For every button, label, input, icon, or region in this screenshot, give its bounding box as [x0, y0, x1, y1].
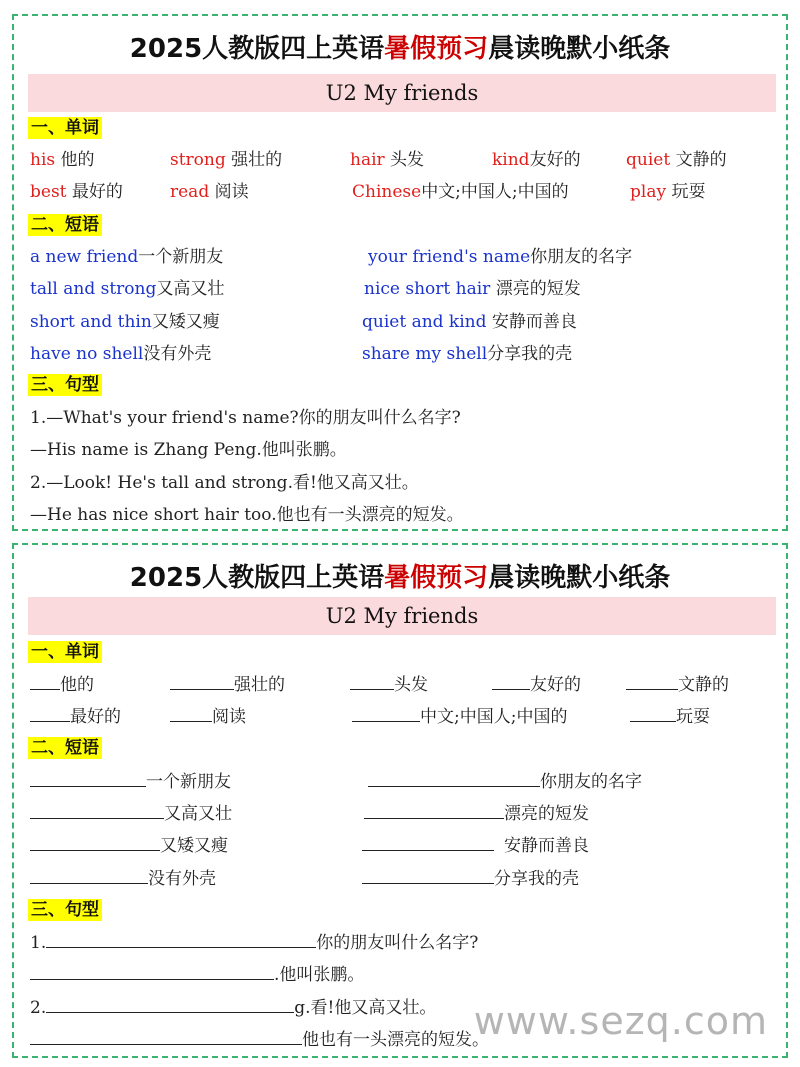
phrase-blank-item — [30, 802, 232, 825]
word-zh: 阅读 — [212, 707, 246, 727]
word-zh: 最好的 — [66, 182, 123, 202]
section-phrases-heading: 二、短语 — [28, 214, 102, 236]
word-blank-item — [630, 705, 710, 728]
word-blank-item — [350, 673, 428, 696]
answer-blank[interactable] — [30, 673, 60, 690]
sentence-line: 2.—Look! He's tall and strong.看!他又高又壮。 — [30, 473, 419, 493]
phrase-blank-item — [30, 770, 231, 793]
answer-blank[interactable] — [630, 705, 676, 722]
word-item — [630, 181, 705, 203]
phrase-zh: 漂亮的短发 — [490, 279, 581, 299]
word-zh: 玩耍 — [666, 182, 706, 202]
section-words-heading: 一、单词 — [28, 117, 102, 139]
answer-blank[interactable] — [30, 963, 274, 980]
word-blank-item — [170, 673, 285, 696]
answer-blank[interactable] — [350, 673, 394, 690]
word-zh: 头发 — [384, 150, 425, 170]
title-text: 2025人教版四上英语 — [129, 563, 385, 593]
word-en: hair — [350, 150, 385, 170]
word-en: Chinese — [352, 182, 422, 202]
section-sentences-heading: 三、句型 — [28, 899, 102, 921]
word-en: kind — [492, 150, 530, 170]
word-item — [350, 149, 424, 171]
word-blank-item — [492, 673, 581, 696]
answer-blank[interactable] — [626, 673, 678, 690]
sentence-number: 2. — [30, 998, 47, 1018]
word-blank-item — [30, 673, 94, 696]
word-item — [626, 149, 727, 171]
phrase-en: quiet and kind — [362, 312, 487, 332]
word-zh: 友好的 — [529, 150, 581, 170]
sentence-line: 1.—What's your friend's name?你的朋友叫什么名字? — [30, 408, 461, 428]
phrase-item — [30, 311, 220, 333]
phrase-zh: 你朋友的名字 — [540, 772, 642, 792]
sentence-zh: g.看!他又高又壮。 — [294, 998, 437, 1018]
sentence-zh: 他也有一头漂亮的短发。 — [302, 1030, 489, 1050]
phrase-blank-item — [30, 834, 228, 857]
word-en: read — [170, 182, 210, 202]
card-title — [14, 28, 786, 65]
word-item — [30, 149, 95, 171]
title-highlight: 暑假预习 — [384, 563, 489, 593]
answer-blank[interactable] — [46, 931, 316, 948]
word-blank-item — [30, 705, 121, 728]
title-text-end: 晨读晚默小纸条 — [488, 34, 671, 64]
phrase-zh: 一个新朋友 — [146, 772, 231, 792]
phrase-en: your friend's name — [368, 247, 531, 267]
phrase-zh: 又高又壮 — [156, 279, 225, 299]
word-zh: 友好的 — [530, 675, 581, 695]
answer-blank[interactable] — [362, 867, 494, 884]
sentence-line: —His name is Zhang Peng.他叫张鹏。 — [30, 440, 347, 460]
word-zh: 他的 — [55, 150, 95, 170]
reading-card — [12, 14, 788, 531]
answer-blank[interactable] — [30, 1028, 302, 1045]
answer-blank[interactable] — [362, 834, 494, 851]
word-blank-item — [170, 705, 246, 728]
word-en: his — [30, 150, 56, 170]
sentence-number: 1. — [30, 933, 47, 953]
phrase-zh: 一个新朋友 — [138, 247, 224, 267]
phrase-item — [362, 343, 572, 365]
phrase-zh: 分享我的壳 — [487, 344, 573, 364]
word-zh: 头发 — [394, 675, 428, 695]
phrase-item — [30, 343, 211, 365]
phrase-en: tall and strong — [30, 279, 157, 299]
word-zh: 中文;中国人;中国的 — [421, 182, 569, 202]
phrase-zh: 安静而善良 — [504, 836, 589, 856]
answer-blank[interactable] — [30, 867, 148, 884]
word-zh: 强壮的 — [225, 150, 283, 170]
answer-blank[interactable] — [30, 770, 146, 787]
word-item — [170, 149, 282, 171]
phrase-blank-item — [368, 770, 642, 793]
word-zh: 阅读 — [209, 182, 249, 202]
word-en: best — [30, 182, 67, 202]
sentence-zh: .他叫张鹏。 — [274, 965, 365, 985]
phrase-item — [30, 278, 224, 300]
word-item — [352, 181, 569, 203]
sentence-blank-line — [30, 963, 364, 986]
word-item — [30, 181, 123, 203]
phrase-item — [362, 311, 577, 333]
answer-blank[interactable] — [170, 673, 234, 690]
word-en: quiet — [626, 150, 671, 170]
phrase-zh: 你朋友的名字 — [530, 247, 633, 267]
phrase-en: a new friend — [30, 247, 139, 267]
answer-blank[interactable] — [46, 996, 294, 1013]
phrase-item — [364, 278, 581, 300]
title-highlight: 暑假预习 — [384, 34, 489, 64]
section-sentences-heading: 三、句型 — [28, 374, 102, 396]
phrase-blank-item — [362, 834, 589, 857]
word-blank-item — [626, 673, 729, 696]
sentence-blank-line — [30, 996, 436, 1019]
phrase-zh: 又矮又瘦 — [151, 312, 220, 332]
sentence-blank-line — [30, 1028, 489, 1051]
phrase-zh: 分享我的壳 — [494, 869, 579, 889]
phrase-en: have no shell — [30, 344, 144, 364]
word-zh: 最好的 — [70, 707, 121, 727]
answer-blank[interactable] — [352, 705, 420, 722]
card-title — [14, 557, 786, 594]
word-blank-item — [352, 705, 567, 728]
phrase-en: short and thin — [30, 312, 152, 332]
sentence-zh: 你的朋友叫什么名字? — [316, 933, 479, 953]
sentence-line: —He has nice short hair too.他也有一头漂亮的短发。 — [30, 505, 464, 525]
answer-blank[interactable] — [30, 705, 70, 722]
phrase-blank-item — [362, 867, 579, 890]
phrase-zh: 安静而善良 — [486, 312, 577, 332]
phrase-blank-item — [30, 867, 216, 890]
title-text: 2025人教版四上英语 — [129, 34, 385, 64]
word-item — [170, 181, 249, 203]
word-en: strong — [170, 150, 226, 170]
unit-title: U2 My friends — [28, 74, 776, 112]
phrase-en: share my shell — [362, 344, 488, 364]
phrase-zh: 漂亮的短发 — [504, 804, 589, 824]
word-zh: 中文;中国人;中国的 — [420, 707, 568, 727]
word-zh: 玩耍 — [676, 707, 710, 727]
phrase-zh: 又矮又瘦 — [160, 836, 228, 856]
phrase-en: nice short hair — [364, 279, 491, 299]
phrase-item — [30, 246, 223, 268]
phrase-zh: 没有外壳 — [143, 344, 212, 364]
word-zh: 文静的 — [670, 150, 727, 170]
answer-blank[interactable] — [30, 802, 164, 819]
answer-blank[interactable] — [368, 770, 540, 787]
answer-blank[interactable] — [364, 802, 504, 819]
phrase-blank-item — [364, 802, 589, 825]
phrase-zh: 又高又壮 — [164, 804, 232, 824]
phrase-zh: 没有外壳 — [148, 869, 216, 889]
watermark: www.sezq.com — [473, 999, 768, 1043]
unit-title: U2 My friends — [28, 597, 776, 635]
dictation-card — [12, 543, 788, 1058]
title-text-end: 晨读晚默小纸条 — [488, 563, 671, 593]
phrase-item — [368, 246, 632, 268]
answer-blank[interactable] — [492, 673, 530, 690]
section-phrases-heading: 二、短语 — [28, 737, 102, 759]
section-words-heading: 一、单词 — [28, 641, 102, 663]
sentence-blank-line — [30, 931, 478, 954]
answer-blank[interactable] — [170, 705, 212, 722]
word-zh: 他的 — [60, 675, 94, 695]
word-item — [492, 149, 581, 171]
word-zh: 文静的 — [678, 675, 729, 695]
word-en: play — [630, 182, 667, 202]
answer-blank[interactable] — [30, 834, 160, 851]
word-zh: 强壮的 — [234, 675, 285, 695]
